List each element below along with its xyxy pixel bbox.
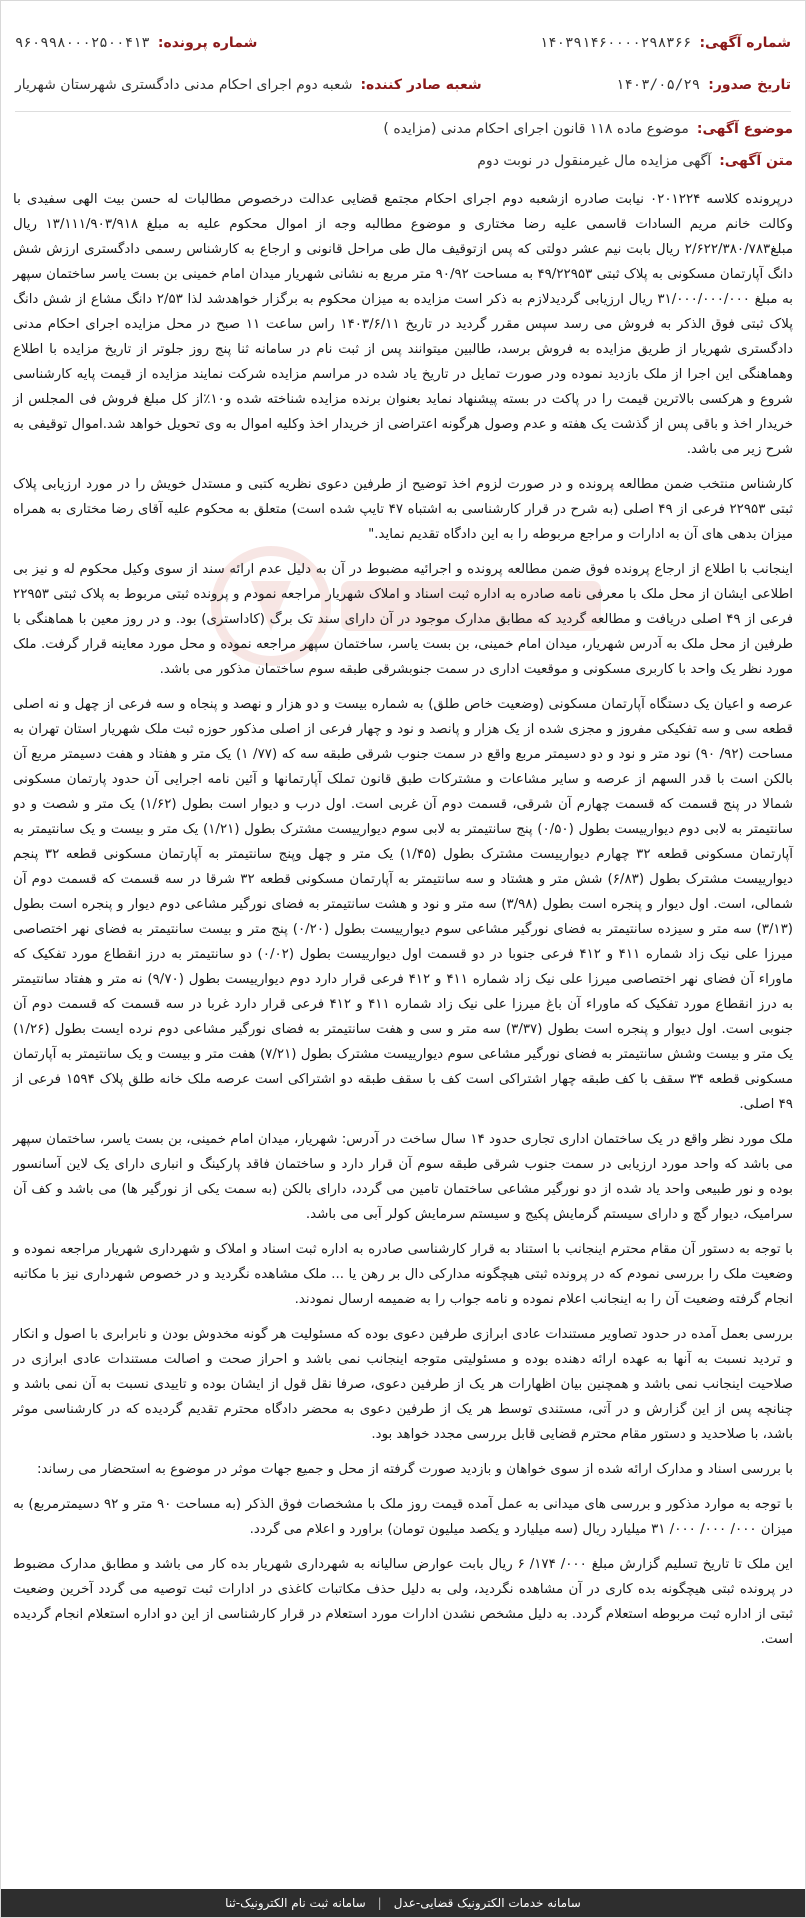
case-number-label: شماره پرونده: xyxy=(157,35,258,51)
body-paragraph: عرصه و اعیان یک دستگاه آپارتمان مسکونی (وضعیت خاص طلق) به شماره بیست و دو هزار و نهصد و پنجاه و سه فرعی از چهل و نه اصلی قطعه سی و سه تفکیکی مفروز و مجزی شده از یک هزار و پانصد و نود و چهار فرعی از اصلی مذکور حوزه ثبت ملک شهریار استان تهران به مساحت (۹۲/ ۹۰) نود متر و نود و دو دسیمتر مربع واقع در سمت جنوب شرقی طبقه سه که (۷۷/ ۱) یک متر و هفتاد و هفت دسیمتر مربع آن بالکن است با قدر السهم از عرصه و سایر مشاعات و مشترکات طبق قانون تملک آپارتمانها و آئین نامه اجرایی آن حدود پارتمان مسکونی شمالا در پنج قسمت که قسمت چهارم آن شرقی، قسمت دوم آن غربی است. اول درب و دیوار است بطول (۱/۶۲) یک متر و شصت و دو سانتیمتر به لابی دوم دیوارییست بطول (۰/۵۰) پنج سانتیمتر به لابی سوم دیوارییست مشترک بطول (۱/۲۱) یک متر و بیست و یک سانتیمتر به آپارتمان مسکونی قطعه ۳۲ چهارم دیوارییست مشترک بطول (۱/۴۵) یک متر و چهل وپنج سانتیمتر به آپارتمان مسکونی قطعه ۳۲ پنجم دیوارییست مشترک بطول (۶/۸۳) شش متر و هشتاد و سه سانتیمتر به آپارتمان مسکونی قطعه ۳۲ شرقا در سه قسمت که قسمت دوم آن شمالی، است. اول دیوار و پنجره است بطول (۳/۹۸) سه متر و نود و هشت سانتیمتر به فضای نورگیر مشاعی دوم دیوار و پنجره است بطول (۳/۱۳) سه متر و سیزده سانتیمتر به فضای نورگیر مشاعی سوم دیوارییست بطول (۰/۲۰) پنج متر و بیست سانتیمتر به فضای نهر اختصاصی میرزا علی نیک زاد شماره ۴۱۱ و ۴۱۲ فرعی جنوبا در دو قسمت اول دیوارییست بطول (۰/۰۲) دو سانتیمتر به درز انقطاع مورد تفکیک که ماوراء آن فضای نهر اختصاصی میرزا علی نیک زاد شماره ۴۱۱ و ۴۱۲ فرعی قرار دارد دوم دیوارییست بطول (۹/۷۰) نه متر و هفتاد سانتیمتر به درز انقطاع مورد تفکیک که ماوراء آن باغ میرزا علی نیک زاد شماره ۴۱۱ و ۴۱۲ فرعی قرار دارد غربا در سه قسمت که قسمت دوم آن جنوبی است. اول دیوار و پنجره است بطول (۳/۳۷) سه متر و سی و هفت سانتیمتر به فضای نورگیر مشاعی دوم نرده ایست بطول (۱/۲۶) یک متر و بیست وشش سانتیمتر به فضای نورگیر مشاعی سوم دیوارییست مشترک بطول (۷/۲۱) هفت متر و بیست و یک سانتیمتر به آپارتمان مسکونی قطعه ۳۴ سقف با کف طبقه چهار اشتراکی است کف با سقف طبقه دو اشتراکی است عرصه ملک خانه طلق پلاک ۱۵۹۴ فرعی از ۴۹ اصلی. xyxy=(13,697,794,1112)
text-label: متن آگهی: xyxy=(719,153,793,169)
issuer-label: شعبه صادر کننده: xyxy=(360,77,482,93)
issuer: شعبه دوم اجرای احکام مدنی دادگستری شهرستان شهریار xyxy=(15,77,353,93)
body-paragraph: این ملک تا تاریخ تسلیم گزارش مبلغ ۰۰۰/ ۱۷۴/ ۶ ریال بابت عوارض سالیانه به شهرداری شهریار بده کار می باشد و مطابق مدارک مضبوط در پرونده ثبتی هیچگونه بده کاری در آن مشاهده نگردید، ولی به دلیل حذف مکاتبات کاغذی در ادارات ثبت توصیه می گردد آخرین وضعیت ثبتی از اداره ثبت مربوطه استعلام گردد. به دلیل مشخص نشدن ادارات مورد استعلام در قرار کارشناسی از این دو اداره استعلام انجام گردیده است. xyxy=(13,1557,793,1647)
subject-label: موضوع آگهی: xyxy=(696,121,793,137)
notice-number-label: شماره آگهی: xyxy=(699,35,791,51)
subject-row xyxy=(13,121,793,137)
subject-value: موضوع ماده ۱۱۸ قانون اجرای احکام مدنی (مزایده ) xyxy=(383,121,689,137)
notice-number-row xyxy=(540,35,791,51)
notice-body xyxy=(13,187,793,1662)
body-paragraph: با توجه به دستور آن مقام محترم اینجانب با استناد به قرار کارشناسی صادره به اداره ثبت اسناد و املاک و شهرداری شهریار مراجعه نموده و وضعیت ملک را بررسی نمودم که در پرونده ثبتی هیچگونه مدارکی دال بر رهن یا ... ملک مشاهده نگردید و در خصوص شهرداری نیز با مکاتبه انجام گرفته وضعیت آن را به اینجانب اعلام نموده و نامه جواب را به ضمیمه ارسال نمودند. xyxy=(13,1242,793,1307)
notice-header xyxy=(11,1,795,109)
header-divider xyxy=(15,111,791,112)
text-title-row xyxy=(13,153,793,169)
body-paragraph: بررسی بعمل آمده در حدود تصاویر مستندات عادی ابرازی طرفین دعوی بوده که مسئولیت هر گونه مخدوش بودن و نابرابری با اصول و انکار و تردید نسبت به آنها به عهده ارائه دهنده بوده و مسئولیتی متوجه اینجانب نمی باشد و احراز صحت و اصالت مستندات عادی ابرازی در صلاحیت اینجانب نمی باشد و همچنین بیان اظهارات هر یک از طرفین دعوی، صرفا نقل قول از ایشان بوده و تاییدی نسبت به آن نمی باشد و چنانچه پس از این گزارش و در آتی، مستندی توسط هر یک از طرفین دعوی به محضر دادگاه محترم تقدیم گردیده که در کارشناسی موثر باشد، با صلاحدید و دستور مقام محترم قضایی قابل بررسی مجدد خواهد بود. xyxy=(13,1327,793,1442)
footer-bar xyxy=(1,1889,805,1917)
issue-date-label: تاریخ صدور: xyxy=(708,77,791,93)
issue-date-row xyxy=(616,77,791,93)
body-paragraph: با بررسی اسناد و مدارک ارائه شده از سوی خواهان و بازدید صورت گرفته از محل و جمیع جهات موثر در موضوع به استحضار می رساند: xyxy=(36,1462,793,1477)
issuer-row xyxy=(15,77,482,93)
notice-number: ۱۴۰۳۹۱۴۶۰۰۰۰۲۹۸۳۶۶ xyxy=(539,35,692,51)
body-paragraph: ملک مورد نظر واقع در یک ساختمان اداری تجاری حدود ۱۴ سال ساخت در آدرس: شهریار، میدان امام خمینی، بن بست یاسر، ساختمان سپهر می باشد که واحد مورد ارزیابی در سمت جنوب شرقی طبقه سوم آن قرار دارد و ساختمان فاقد پارکینگ و انباری دارای یک لاین آسانسور بوده و نور طبیعی واحد یاد شده از دو نورگیر مشاعی ساختمان تامین می گردد، دارای بالکن (به سمت یکی از نورگیر ها) می باشد و کف آن سرامیک، دیوار گچ و دارای سیستم گرمایش پکیج و سیستم سرمایش کولر آبی می باشد. xyxy=(13,1132,794,1222)
issue-date: ۱۴۰۳/۰۵/۲۹ xyxy=(615,77,701,93)
body-paragraph: کارشناس منتخب ضمن مطالعه پرونده و در صورت لزوم اخذ توضیح از طرفین دعوی نظریه کتبی و مستدل خویش را در مورد ارزیابی پلاک ثبتی ۲۲۹۵۳ فرعی از ۴۹ اصلی (به شرح در قرار کارشناسی به اشتباه ۴۷ تایپ شده است) متعلق به محکوم علیه آقای رضا مختاری به همراه میزان بدهی های آن به ادارات و مراجع مربوطه را به این دادگاه تقدیم نماید." xyxy=(13,477,793,542)
case-number-row xyxy=(15,35,257,51)
body-paragraph: با توجه به موارد مذکور و بررسی های میدانی به عمل آمده قیمت روز ملک با مشخصات فوق الذکر (به مساحت ۹۰ متر و ۹۲ دسیمترمربع) به میزان ۰۰۰/ ۰۰۰/ ۰۰۰/ ۳۱ میلیارد ریال (سه میلیارد و یکصد میلیون تومان) براورد و اعلام می گردد. xyxy=(13,1497,793,1537)
body-paragraph: اینجانب با اطلاع از ارجاع پرونده فوق ضمن مطالعه پرونده و اجرائیه مضبوط در آن به دلیل عدم ارائه سند از سوی وکیل محکوم له و نیز بی اطلاعی ایشان از محل ملک با معرفی نامه صادره به اداره ثبت اسناد و املاک شهریار مراجعه نمودم و پرونده ثبتی مربوط به پلاک ثبتی ۲۲۹۵۳ فرعی از ۴۹ اصلی دریافت و مطالعه گردید که مطابق مدارک موجود در آن دارای سند تک برگ (کاداستری) بود. و در روز معین با هماهنگی با طرفین از محل ملک به آدرس شهریار، میدان امام خمینی، بن بست یاسر، ساختمان سپهر مراجعه نموده و محل مورد معاینه قرار گرفت. ملک مورد نظر یک واحد با کاربری مسکونی و موقعیت اداری در سمت جنوبشرقی طبقه سوم ساختمان مذکور می باشد. xyxy=(13,562,793,677)
case-number: ۹۶۰۹۹۸۰۰۰۲۵۰۰۴۱۳ xyxy=(15,35,150,51)
footer-link-adliran[interactable]: سامانه خدمات الکترونیک قضایی-عدل xyxy=(393,1896,581,1910)
text-value: آگهی مزایده مال غیرمنقول در نوبت دوم xyxy=(477,153,712,169)
footer-link-sana[interactable]: سامانه ثبت نام الکترونیک-ثنا xyxy=(225,1896,366,1910)
footer-separator: | xyxy=(377,1896,382,1910)
body-paragraph: درپرونده کلاسه ۰۲۰۱۲۲۴ نیابت صادره ازشعبه دوم اجرای احکام مجتمع قضایی عدالت درخصوص مطالبات له حسن بیت الهی سفیدی با وکالت خانم مریم السادات قاسمی علیه رضا مختاری و موضوع مطالبه وجه از اموال محکوم علیه به مبلغ ۱۳/۱۱۱/۹۰۳/۹۱۸ ریال مبلغ۲/۶۲۲/۳۸۰/۷۸۳ ریال بابت نیم عشر دولتی که پس ازتوقیف مال طی مراحل قانونی و ارجاع به کارشناس رسمی دادگستری ارزش شش دانگ آپارتمان مسکونی به پلاک ثبتی ۴۹/۲۲۹۵۳ به مساحت ۹۰/۹۲ متر مربع به نشانی شهریار میدان امام خمینی بن بست یاسر ساختمان سپهر به مبلغ ۳۱/۰۰۰/۰۰۰/۰۰۰ ریال ارزیابی گردیدلازم به ذکر است مزایده به میزان محکوم به برگزار خواهدشد لذا ۲/۵۳ دانگ مشاع از شش دانگ پلاک ثبتی فوق الذکر به فروش می رسد سپس مقرر گردید در تاریخ ۱۴۰۳/۶/۱۱ راس ساعت ۱۱ صبح در محل مزایده اجرای احکام مدنی دادگستری شهریار از طریق مزایده به فروش برسد، طالبین میتوانند پس از ثبت نام در سامانه ثنا پنج روز جلوتر از تاریخ مزایده با اطلاع وهماهنگی این اجرا از ملک بازدید نموده ودر صورت تمایل در تاریخ یاد شده در مراسم مزایده شرکت نمایند مزایده از قیمت پایه کارشناسی شروع و هرکسی بالاترین قیمت را در پاکت در بسته پیشنهاد نماید بعنوان برنده مزایده شناخته شده و۱۰٪از کل مبلغ فروش فی المجلس از خریدار اخذ و باقی پس از گذشت یک هفته و عدم وصول هرگونه اعتراضی از خریدار اخذ وکلیه اموال به وی تحویل خواهد شد.اموال توقیفی به شرح زیر می باشد. xyxy=(13,192,794,457)
